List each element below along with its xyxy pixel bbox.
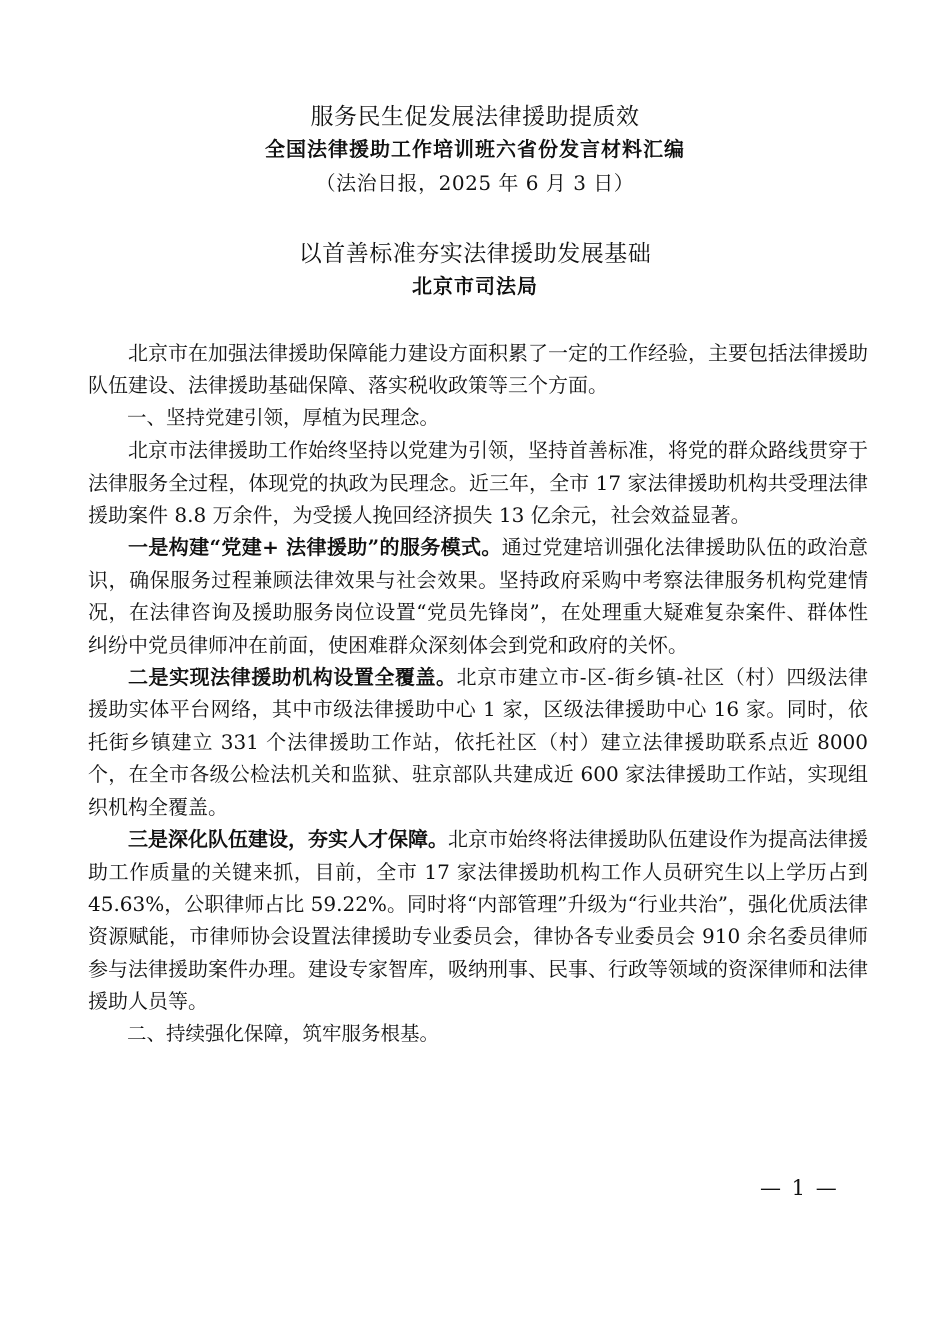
point-text-3: 北京市始终将法律援助队伍建设作为提高法律援助工作质量的关键来抓，目前，全市 17 家法律援助机构工作人员研究生以上学历占到 45.63%，公职律师占比 59.22%。同时将“内部管理”升级为“行业共治”，强化优质法律资源赋能，市律师协会设置法律援助专业委员会，律协各专业委员会 910 余名委员律师参与法律援助案件办理。建设专家智库，吸纳刑事、民事、行政等领域的资深律师和法律援助人员等。 — [88, 827, 868, 1014]
point-paragraph-1 — [88, 531, 868, 661]
point-paragraph-3 — [88, 823, 868, 1017]
article-author: 北京市司法局 — [412, 274, 538, 298]
point-lead-3: 三是深化队伍建设，夯实人才保障。 — [128, 827, 448, 852]
intro-paragraph: 北京市在加强法律援助保障能力建设方面积累了一定的工作经验，主要包括法律援助队伍建设、法律援助基础保障、落实税收政策等三个方面。 — [88, 341, 868, 398]
point-lead-1: 一是构建“党建+ 法律援助”的服务模式。 — [128, 535, 502, 560]
point-text-1: 通过党建培训强化法律援助队伍的政治意识，确保服务过程兼顾法律效果与社会效果。坚持政府采购中考察法律服务机构党建情况，在法律咨询及援助服务岗位设置“党员先锋岗”，在处理重大疑难复杂案件、群体性纠纷中党员律师冲在前面，使困难群众深刻体会到党和政府的关怀。 — [88, 535, 868, 657]
point-text-2: 北京市建立市-区-街乡镇-社区（村）四级法律援助实体平台网络，其中市级法律援助中心 1 家，区级法律援助中心 16 家。同时，依托街乡镇建立 331 个法律援助工作站，依托社区（村）建立法律援助联系点近 8000 个，在全市各级公检法机关和监狱、驻京部队共建成近 600 家法律援助工作站，实现组织机构全覆盖。 — [88, 665, 868, 819]
section-paragraph-1: 北京市法律援助工作始终坚持以党建为引领，坚持首善标准，将党的群众路线贯穿于法律服务全过程，体现党的执政为民理念。近三年，全市 17 家法律援助机构共受理法律援助案件 8.8 万余件，为受援人挽回经济损失 13 亿余元，社会效益显著。 — [88, 438, 868, 528]
document-source: （法治日报，2025 年 6 月 3 日） — [315, 171, 635, 195]
section-heading-1: 一、坚持党建引领，厚植为民理念。 — [127, 405, 440, 429]
point-lead-2: 二是实现法律援助机构设置全覆盖。 — [128, 665, 457, 690]
point-paragraph-2 — [88, 661, 868, 823]
section-heading-2: 二、持续强化保障，筑牢服务根基。 — [127, 1021, 440, 1045]
document-subtitle: 全国法律援助工作培训班六省份发言材料汇编 — [265, 137, 685, 161]
page-number: — 1 — — [760, 1176, 839, 1200]
article-body — [88, 337, 868, 1050]
document-title: 服务民生促发展法律援助提质效 — [310, 104, 640, 130]
article-title: 以首善标准夯实法律援助发展基础 — [298, 241, 652, 267]
